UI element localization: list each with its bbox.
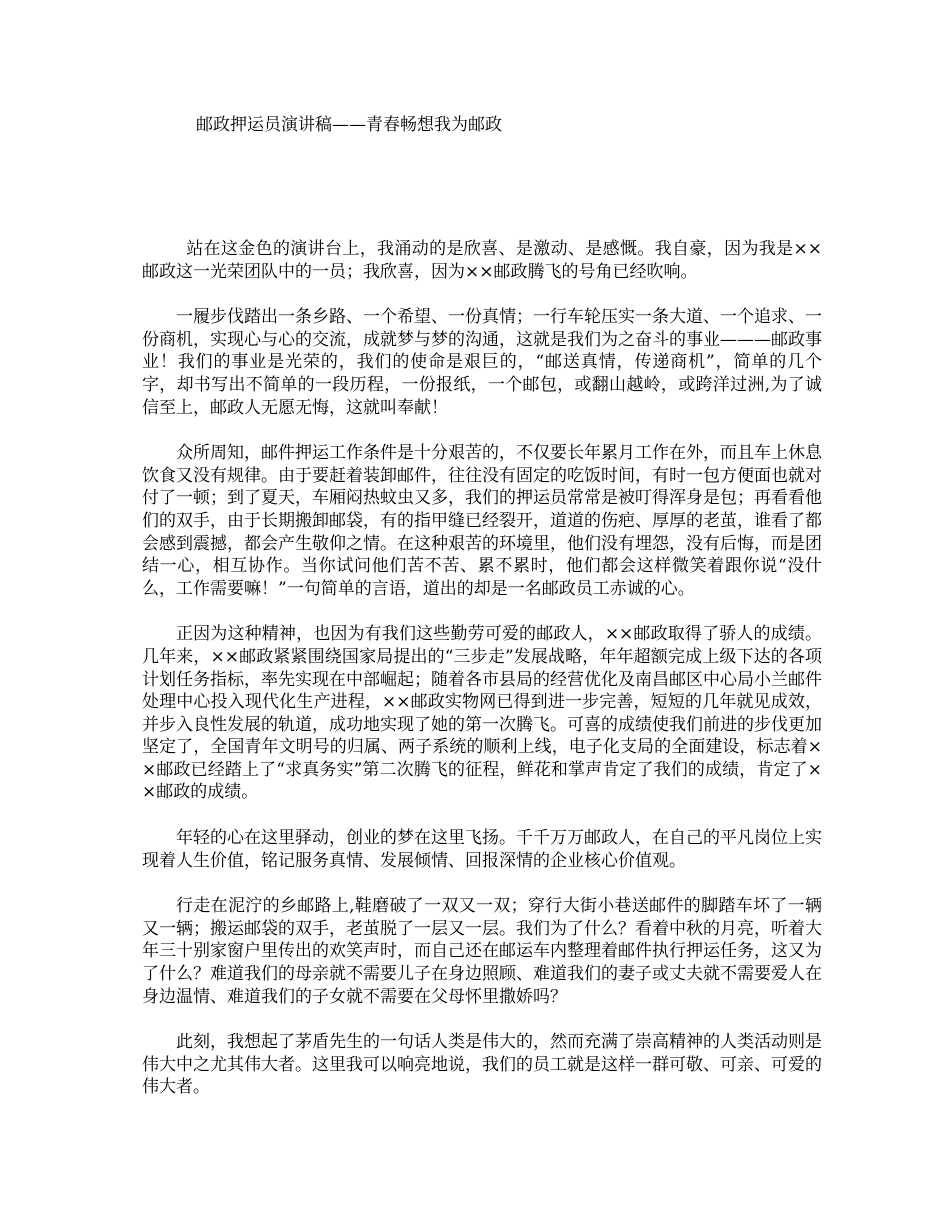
paragraph-7: 此刻，我想起了茅盾先生的一句话人类是伟大的，然而充满了崇高精神的人类活动则是伟大中之尤其伟大者。这里我可以响亮地说，我们的员工就是这样一群可敬、可亲、可爱的伟大者。 bbox=[142, 1032, 822, 1098]
paragraph-1: 站在这金色的演讲台上，我涌动的是欣喜、是激动、是感慨。我自豪，因为我是××邮政这一光荣团队中的一员；我欣喜，因为××邮政腾飞的号角已经吹响。 bbox=[142, 239, 822, 282]
paragraph-6: 行走在泥泞的乡邮路上,鞋磨破了一双又一双；穿行大街小巷送邮件的脚踏车坏了一辆又一辆；搬运邮袋的双手，老茧脱了一层又一层。我们为了什么？看着中秋的月亮，听着大年三十别家窗户里传出的欢笑声时，而自己还在邮运车内整理着邮件执行押运任务，这又为了什么？难道我们的母亲就不需要儿子在身边照顾、难道我们的妻子或丈夫就不需要爱人在身边温情、难道我们的子女就不需要在父母怀里撒娇吗？ bbox=[142, 896, 822, 1007]
document-title: 邮政押运员演讲稿——青春畅想我为邮政 bbox=[196, 115, 502, 135]
paragraph-2: 一履步伐踏出一条乡路、一个希望、一份真情；一行车轮压实一条大道、一个追求、一份商机，实现心与心的交流，成就梦与梦的沟通，这就是我们为之奋斗的事业———邮政事业！我们的事业是光荣的，我们的使命是艰巨的，“邮送真情，传递商机”，简单的几个字，却书写出不简单的一段历程，一份报纸，一个邮包，或翻山越岭，或跨洋过洲,为了诚信至上，邮政人无愿无悔，这就叫奉献！ bbox=[142, 307, 822, 418]
paragraph-5: 年轻的心在这里驿动，创业的梦在这里飞扬。千千万万邮政人，在自己的平凡岗位上实现着人生价值，铭记服务真情、发展倾情、回报深情的企业核心价值观。 bbox=[142, 828, 822, 871]
paragraph-3: 众所周知，邮件押运工作条件是十分艰苦的，不仅要长年累月工作在外，而且车上休息饮食又没有规律。由于要赶着装卸邮件，往往没有固定的吃饭时间，有时一包方便面也就对付了一顿；到了夏天，车厢闷热蚊虫又多，我们的押运员常常是被叮得浑身是包；再看看他们的双手，由于长期搬卸邮袋，有的指甲缝已经裂开，道道的伤疤、厚厚的老茧，谁看了都会感到震撼，都会产生敬仰之情。在这种艰苦的环境里，他们没有埋怨，没有后悔，而是团结一心，相互协作。当你试问他们苦不苦、累不累时，他们都会这样微笑着跟你说“没什么，工作需要嘛！”一句简单的言语，道出的却是一名邮政员工赤诚的心。 bbox=[142, 443, 822, 599]
paragraph-4: 正因为这种精神，也因为有我们这些勤劳可爱的邮政人，××邮政取得了骄人的成绩。几年来，××邮政紧紧围绕国家局提出的“三步走”发展战略，年年超额完成上级下达的各项计划任务指标，率先实现在中部崛起；随着各市县局的经营优化及南昌邮区中心局小兰邮件处理中心投入现代化生产进程，××邮政实物网已得到进一步完善，短短的几年就见成效，并步入良性发展的轨道，成功地实现了她的第一次腾飞。可喜的成绩使我们前进的步伐更加坚定了，全国青年文明号的归属、两子系统的顺利上线，电子化支局的全面建设，标志着××邮政已经踏上了“求真务实”第二次腾飞的征程，鲜花和掌声肯定了我们的成绩，肯定了××邮政的成绩。 bbox=[142, 624, 822, 803]
document-body bbox=[142, 238, 822, 1122]
